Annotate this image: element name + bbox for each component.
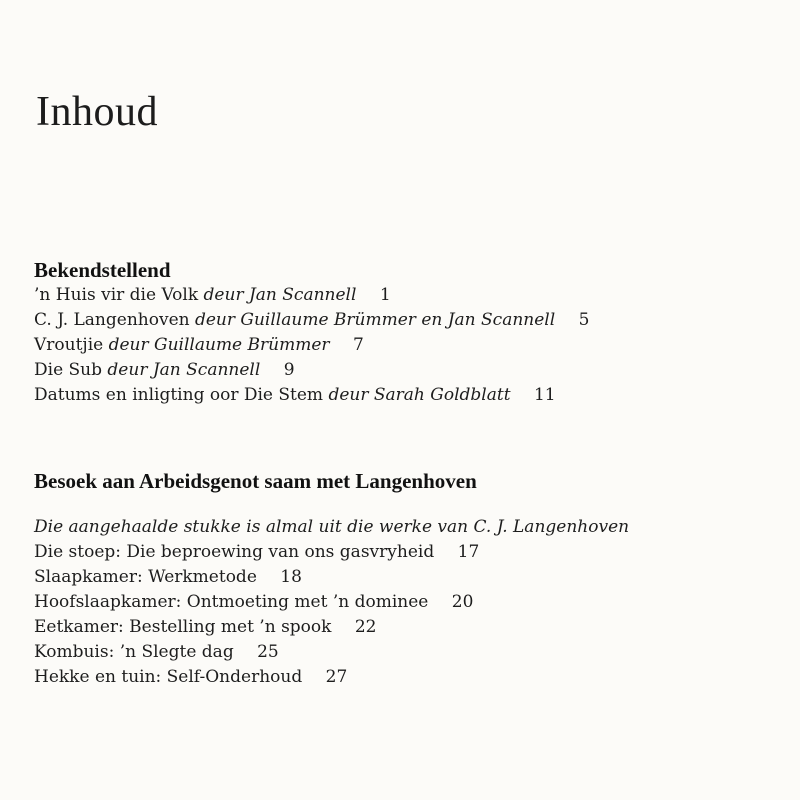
toc-entry[interactable] (34, 665, 780, 690)
entry-page-number: 20 (451, 592, 474, 612)
toc-entry[interactable] (34, 308, 780, 333)
entry-title: Hoofslaapkamer: Ontmoeting met ’n dominee (34, 592, 429, 612)
section-heading: Besoek aan Arbeidsgenot saam met Langenhoven (34, 469, 477, 493)
section-bekendstellend (34, 257, 780, 408)
page-title: Inhoud (36, 89, 158, 135)
toc-entry[interactable] (34, 540, 780, 565)
entry-page-number: 5 (578, 310, 590, 330)
toc-entry[interactable] (34, 333, 780, 358)
entry-title: Eetkamer: Bestelling met ’n spook (34, 617, 332, 637)
toc-entry[interactable] (34, 590, 780, 615)
entry-page-number: 1 (379, 285, 391, 305)
entry-page-number: 17 (457, 542, 480, 562)
entry-page-number: 7 (352, 335, 364, 355)
entry-page-number: 25 (257, 642, 279, 662)
section-besoek-aan-arbeidsgenot (34, 468, 780, 690)
entry-title: C. J. Langenhoven (34, 310, 190, 330)
entry-page-number: 18 (280, 567, 302, 587)
toc-entry[interactable] (34, 383, 780, 408)
entry-page-number: 9 (283, 360, 295, 380)
entry-author: deur Sarah Goldblatt (328, 385, 511, 405)
entry-title: Datums en inligting oor Die Stem (34, 385, 324, 405)
entry-title: Kombuis: ’n Slegte dag (34, 642, 234, 662)
entry-page-number: 11 (533, 385, 556, 405)
entry-title: ’n Huis vir die Volk (34, 285, 199, 305)
entry-page-number: 27 (325, 667, 348, 687)
section-note: Die aangehaalde stukke is almal uit die werke van C. J. Langenhoven (34, 517, 630, 537)
entry-title: Slaapkamer: Werkmetode (34, 567, 257, 587)
entry-title: Vroutjie (34, 335, 104, 355)
section-heading: Bekendstellend (34, 258, 171, 282)
entry-title: Die stoep: Die beproewing van ons gasvryheid (34, 542, 435, 562)
toc-entry[interactable] (34, 640, 780, 665)
entry-page-number: 22 (354, 617, 377, 637)
entry-author: deur Guillaume Brümmer en Jan Scannell (194, 310, 556, 330)
toc-entry[interactable] (34, 358, 780, 383)
toc-entry[interactable] (34, 565, 780, 590)
entry-author: deur Guillaume Brümmer (108, 335, 330, 355)
entry-title: Hekke en tuin: Self-Onderhoud (34, 667, 303, 687)
entry-author: deur Jan Scannell (203, 285, 357, 305)
entry-title: Die Sub (34, 360, 103, 380)
entry-author: deur Jan Scannell (107, 360, 261, 380)
toc-entry[interactable] (34, 283, 780, 308)
toc-entry[interactable] (34, 615, 780, 640)
